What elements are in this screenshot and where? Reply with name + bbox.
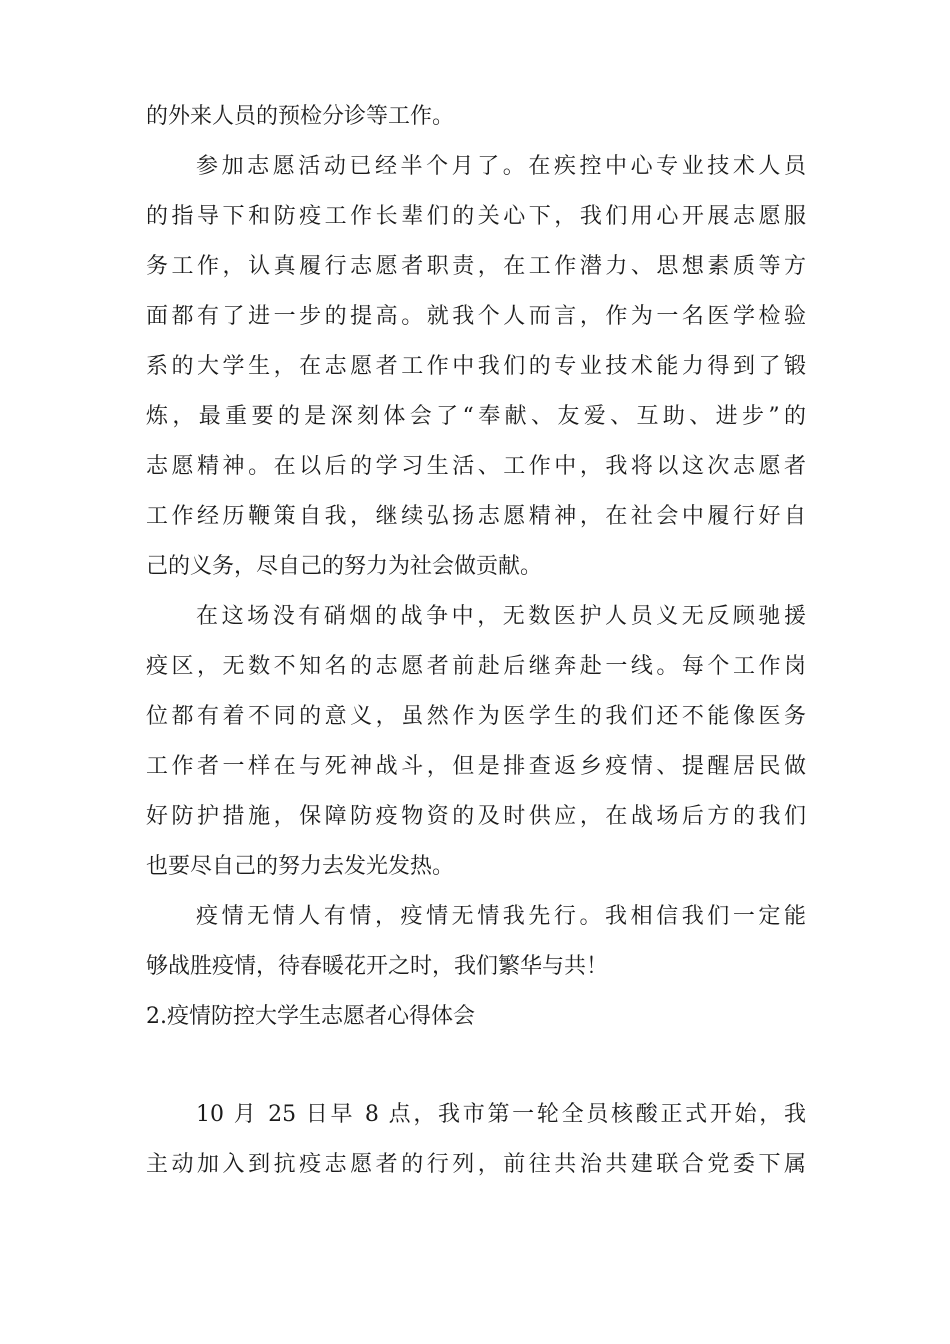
section-heading: 2.疫情防控大学生志愿者心得体会 <box>146 1004 475 1029</box>
text-line: 疫区，无数不知名的志愿者前赴后继奔赴一线。每个工作岗 <box>146 654 806 679</box>
text-line: 己的义务，尽自己的努力为社会做贡献。 <box>146 554 543 579</box>
text-line: 也要尽自己的努力去发光发热。 <box>146 854 455 879</box>
text-line: 的外来人员的预检分诊等工作。 <box>146 104 455 129</box>
text-line: 参加志愿活动已经半个月了。在疾控中心专业技术人员 <box>196 154 806 179</box>
text-line: 的指导下和防疫工作长辈们的关心下，我们用心开展志愿服 <box>146 204 806 229</box>
text-line: 位都有着不同的意义，虽然作为医学生的我们还不能像医务 <box>146 704 806 729</box>
text-line: 炼，最重要的是深刻体会了“奉献、友爱、互助、进步”的 <box>146 404 806 429</box>
text-line: 在这场没有硝烟的战争中，无数医护人员义无反顾驰援 <box>196 604 806 629</box>
text-line: 疫情无情人有情，疫情无情我先行。我相信我们一定能 <box>196 904 806 929</box>
text-line: 工作者一样在与死神战斗，但是排查返乡疫情、提醒居民做 <box>146 754 806 779</box>
text-line: 工作经历鞭策自我，继续弘扬志愿精神，在社会中履行好自 <box>146 504 806 529</box>
text-line: 志愿精神。在以后的学习生活、工作中，我将以这次志愿者 <box>146 454 806 479</box>
text-line: 主动加入到抗疫志愿者的行列，前往共治共建联合党委下属 <box>146 1152 806 1177</box>
text-line: 好防护措施，保障防疫物资的及时供应，在战场后方的我们 <box>146 804 806 829</box>
text-line: 面都有了进一步的提高。就我个人而言，作为一名医学检验 <box>146 304 806 329</box>
text-line: 10 月 25 日早 8 点，我市第一轮全员核酸正式开始，我 <box>196 1102 806 1127</box>
text-line: 系的大学生，在志愿者工作中我们的专业技术能力得到了锻 <box>146 354 806 379</box>
text-line: 够战胜疫情，待春暖花开之时，我们繁华与共！ <box>146 954 609 979</box>
text-line: 务工作，认真履行志愿者职责，在工作潜力、思想素质等方 <box>146 254 806 279</box>
